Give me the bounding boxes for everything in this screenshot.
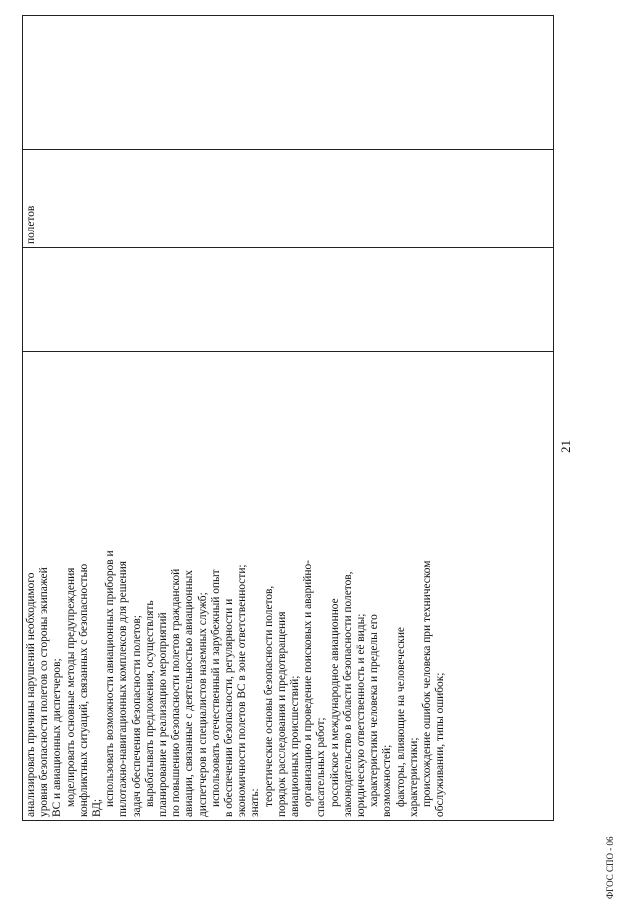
text-line: экономичности полетов ВС в зоне ответственности; — [236, 564, 249, 817]
text-line: диспетчеров и специалистов наземных служб; — [196, 592, 209, 817]
text-line: использовать возможности авиационных приборов и — [104, 550, 117, 807]
discipline-text: полетов — [25, 205, 37, 244]
text-line: авиационных происшествий; — [289, 675, 302, 817]
text-line: моделировать основные методы предупреждения — [64, 567, 77, 807]
text-line: знать: — [249, 788, 262, 817]
text-line: юридическую ответственность и её виды; — [355, 613, 368, 817]
text-line: обслуживании, типы ошибок; — [434, 672, 447, 817]
text-line: использовать отечественный и зарубежный опыт — [209, 569, 222, 807]
text-line: ВС и авиационных диспетчеров; — [51, 658, 64, 817]
text-line: теоретические основы безопасности полетов, — [262, 585, 275, 807]
text-line: задач обеспечения безопасности полетов; — [130, 615, 143, 817]
text-line: происхождение ошибок человека при техническом — [421, 560, 434, 807]
text-line: анализировать причины нарушений необходимого — [25, 572, 37, 817]
table-row — [23, 16, 554, 821]
page-number: 21 — [558, 440, 573, 453]
text-line: порядок расследования и предотвращения — [275, 611, 288, 817]
table-cell-empty-2 — [23, 248, 554, 352]
text-line: российское и международное авиационное — [328, 598, 341, 807]
text-line: конфликтных ситуаций, связанных с безопасностью — [77, 563, 90, 817]
table-cell-empty-4 — [23, 16, 554, 150]
text-line: авиации, связанные с деятельностью авиационных — [183, 570, 196, 817]
text-line: характеристики; — [407, 737, 420, 817]
document-footer: ФГОС СПО - 06 — [605, 836, 615, 899]
competency-table — [22, 15, 554, 821]
table-cell-skills-knowledge — [23, 352, 554, 821]
text-line: законодательство в области безопасности полетов, — [341, 571, 354, 817]
table-cell-discipline — [23, 150, 554, 248]
skills-knowledge-text — [25, 355, 448, 817]
text-line: возможностей; — [381, 744, 394, 817]
text-line: по повышению безопасности полетов гражданской — [170, 568, 183, 817]
text-line: вырабатывать предложения, осуществлять — [143, 600, 156, 807]
text-line: характеристики человека и пределы его — [368, 614, 381, 807]
text-line: планирование и реализацию мероприятий — [157, 612, 170, 817]
text-line: ВД; — [91, 798, 104, 817]
text-line: в обеспечении безопасности, регулярности и — [223, 598, 236, 817]
text-line: факторы, влияющие на человеческие — [394, 627, 407, 807]
text-line: спасательных работ; — [315, 717, 328, 817]
text-line: уровня безопасности полетов со стороны экипажей — [38, 567, 51, 817]
text-line: организацию и проведение поисковых и аварийно- — [302, 560, 315, 807]
text-line: пилотажно-навигационных комплексов для решения — [117, 561, 130, 817]
